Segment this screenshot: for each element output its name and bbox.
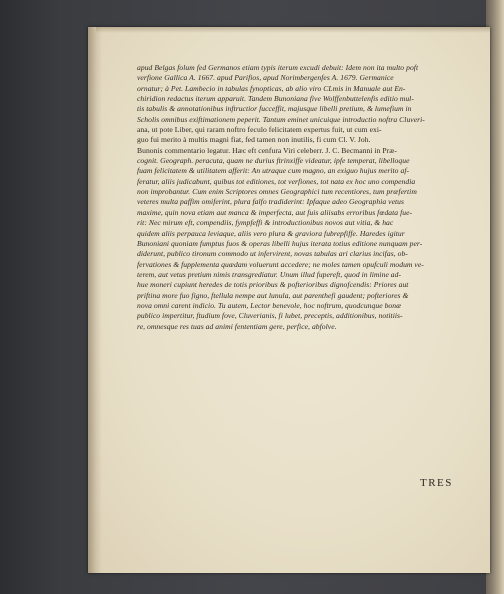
page-top-shadow: [96, 27, 490, 33]
text-line: ana, ut pote Liber, qui raram noftro feculo felicitatem expertus fuit, ut cum exi-: [137, 125, 382, 135]
text-line: diderunt, publico tironum commodo ut infervirent, novas tabulas ari clarius incifas, ob-: [137, 249, 408, 259]
text-line: fervationes & fupplementa quædam voluerunt accedere; ne moles tamen opufculi modum ve-: [137, 259, 424, 269]
catchword: TRES: [420, 477, 453, 489]
text-line: quidem aliis perpauca leviaque, aliis vero plura & graviora fubrepfiffe. Haredes igitur: [137, 228, 405, 238]
text-line: maxime, quin nova etiam aut manca & imperfecta, aut fuis aliisabs erroribus fœdata fue-: [137, 207, 413, 217]
text-line: Bunonis commentario legatur. Hæc eft cenfura Viri celeberr. J. C. Becmanni in Præ-: [137, 145, 397, 155]
body-text: [137, 63, 463, 332]
text-line: ornatur; à Pet. Lambecio in tabulas fynopticas, ab alio viro CLmis in Manuale aut En-: [137, 83, 406, 93]
text-line: publico impertitur, ftudium fove, Cluverianis, fi lubet, preceptis, additionibus, notitiis-: [137, 311, 403, 321]
text-line: verfione Gallica A. 1667. apud Parifios, apud Norimbergenfes A. 1679. Germanice: [137, 73, 394, 83]
text-line: priftina more fuo figno, ftellula nempe aut lunula, aut parenthefi gaudent; pofteriores &: [137, 290, 409, 300]
text-line: nova omni carent indicio. Tu autem, Lector benevole, hoc noftrum, quodcunque bonæ: [137, 300, 402, 310]
text-line: Bunoniani quoniam fumptus fuos & operas libelli hujus iterata totius editione nunquam per-: [137, 238, 423, 248]
text-line: re, omnesque res tuas ad animi fententiam gere, perfice, abfolve.: [137, 321, 337, 331]
text-line: non improbantur. Cum enim Scriptores omnes Geographici tum recentiores, tum præfertim: [137, 187, 417, 197]
text-line: tis tabulis & annotationibus inftructior fucceffit, majusque libelli pretium, & lumefium in: [137, 104, 412, 114]
text-line: fuam felicitatem & utilitatem afferit: An utraque cum magno, an exiguo hujus merito af-: [137, 166, 410, 176]
text-line: feratur, aliis judicabunt, quibus tot editiones, tot verfiones, tot nata ex hoc uno compendia: [137, 176, 416, 186]
text-line: cognit. Geograph. peracuta, quam ne durius ftrinxiffe videatur, ipfe temperat, libelloque: [137, 156, 410, 166]
text-line: terem, aut vetus pretium nimis transgrediatur. Unum illud fupereft, quod in limine ad-: [137, 269, 402, 279]
text-line: chiridion redactus iterum apparuit. Tandem Bunoniana five Wolffenbuttelenfis editio mul-: [137, 94, 414, 104]
page-gutter-shadow: [88, 27, 102, 573]
text-line: guo fui merito à multis magni fiat, fed tamen non inutilis, fi cum Cl. V. Joh.: [137, 135, 371, 145]
text-line: apud Belgas folum fed Germanos etiam typis iterum excudi debuit: Idem non ita multo poft: [137, 63, 419, 72]
text-line: veteres multa paffim omiferint, plura falfo tradiderint: Ipfaque adeo Geographia vetus: [137, 197, 405, 207]
text-line: hue moneri cupiunt heredes de totis prioribus & pofterioribus dignofcendis: Priores aut: [137, 280, 409, 290]
text-line: rit: Nec mirum eft, compendiis, fympfeffi & introductionibus novos aut vitia, & hac: [137, 218, 394, 228]
text-line: Scholis omnibus exiftimationem peperit. Tantum eminet unicuique introductio noftra Cluveri-: [137, 114, 425, 124]
